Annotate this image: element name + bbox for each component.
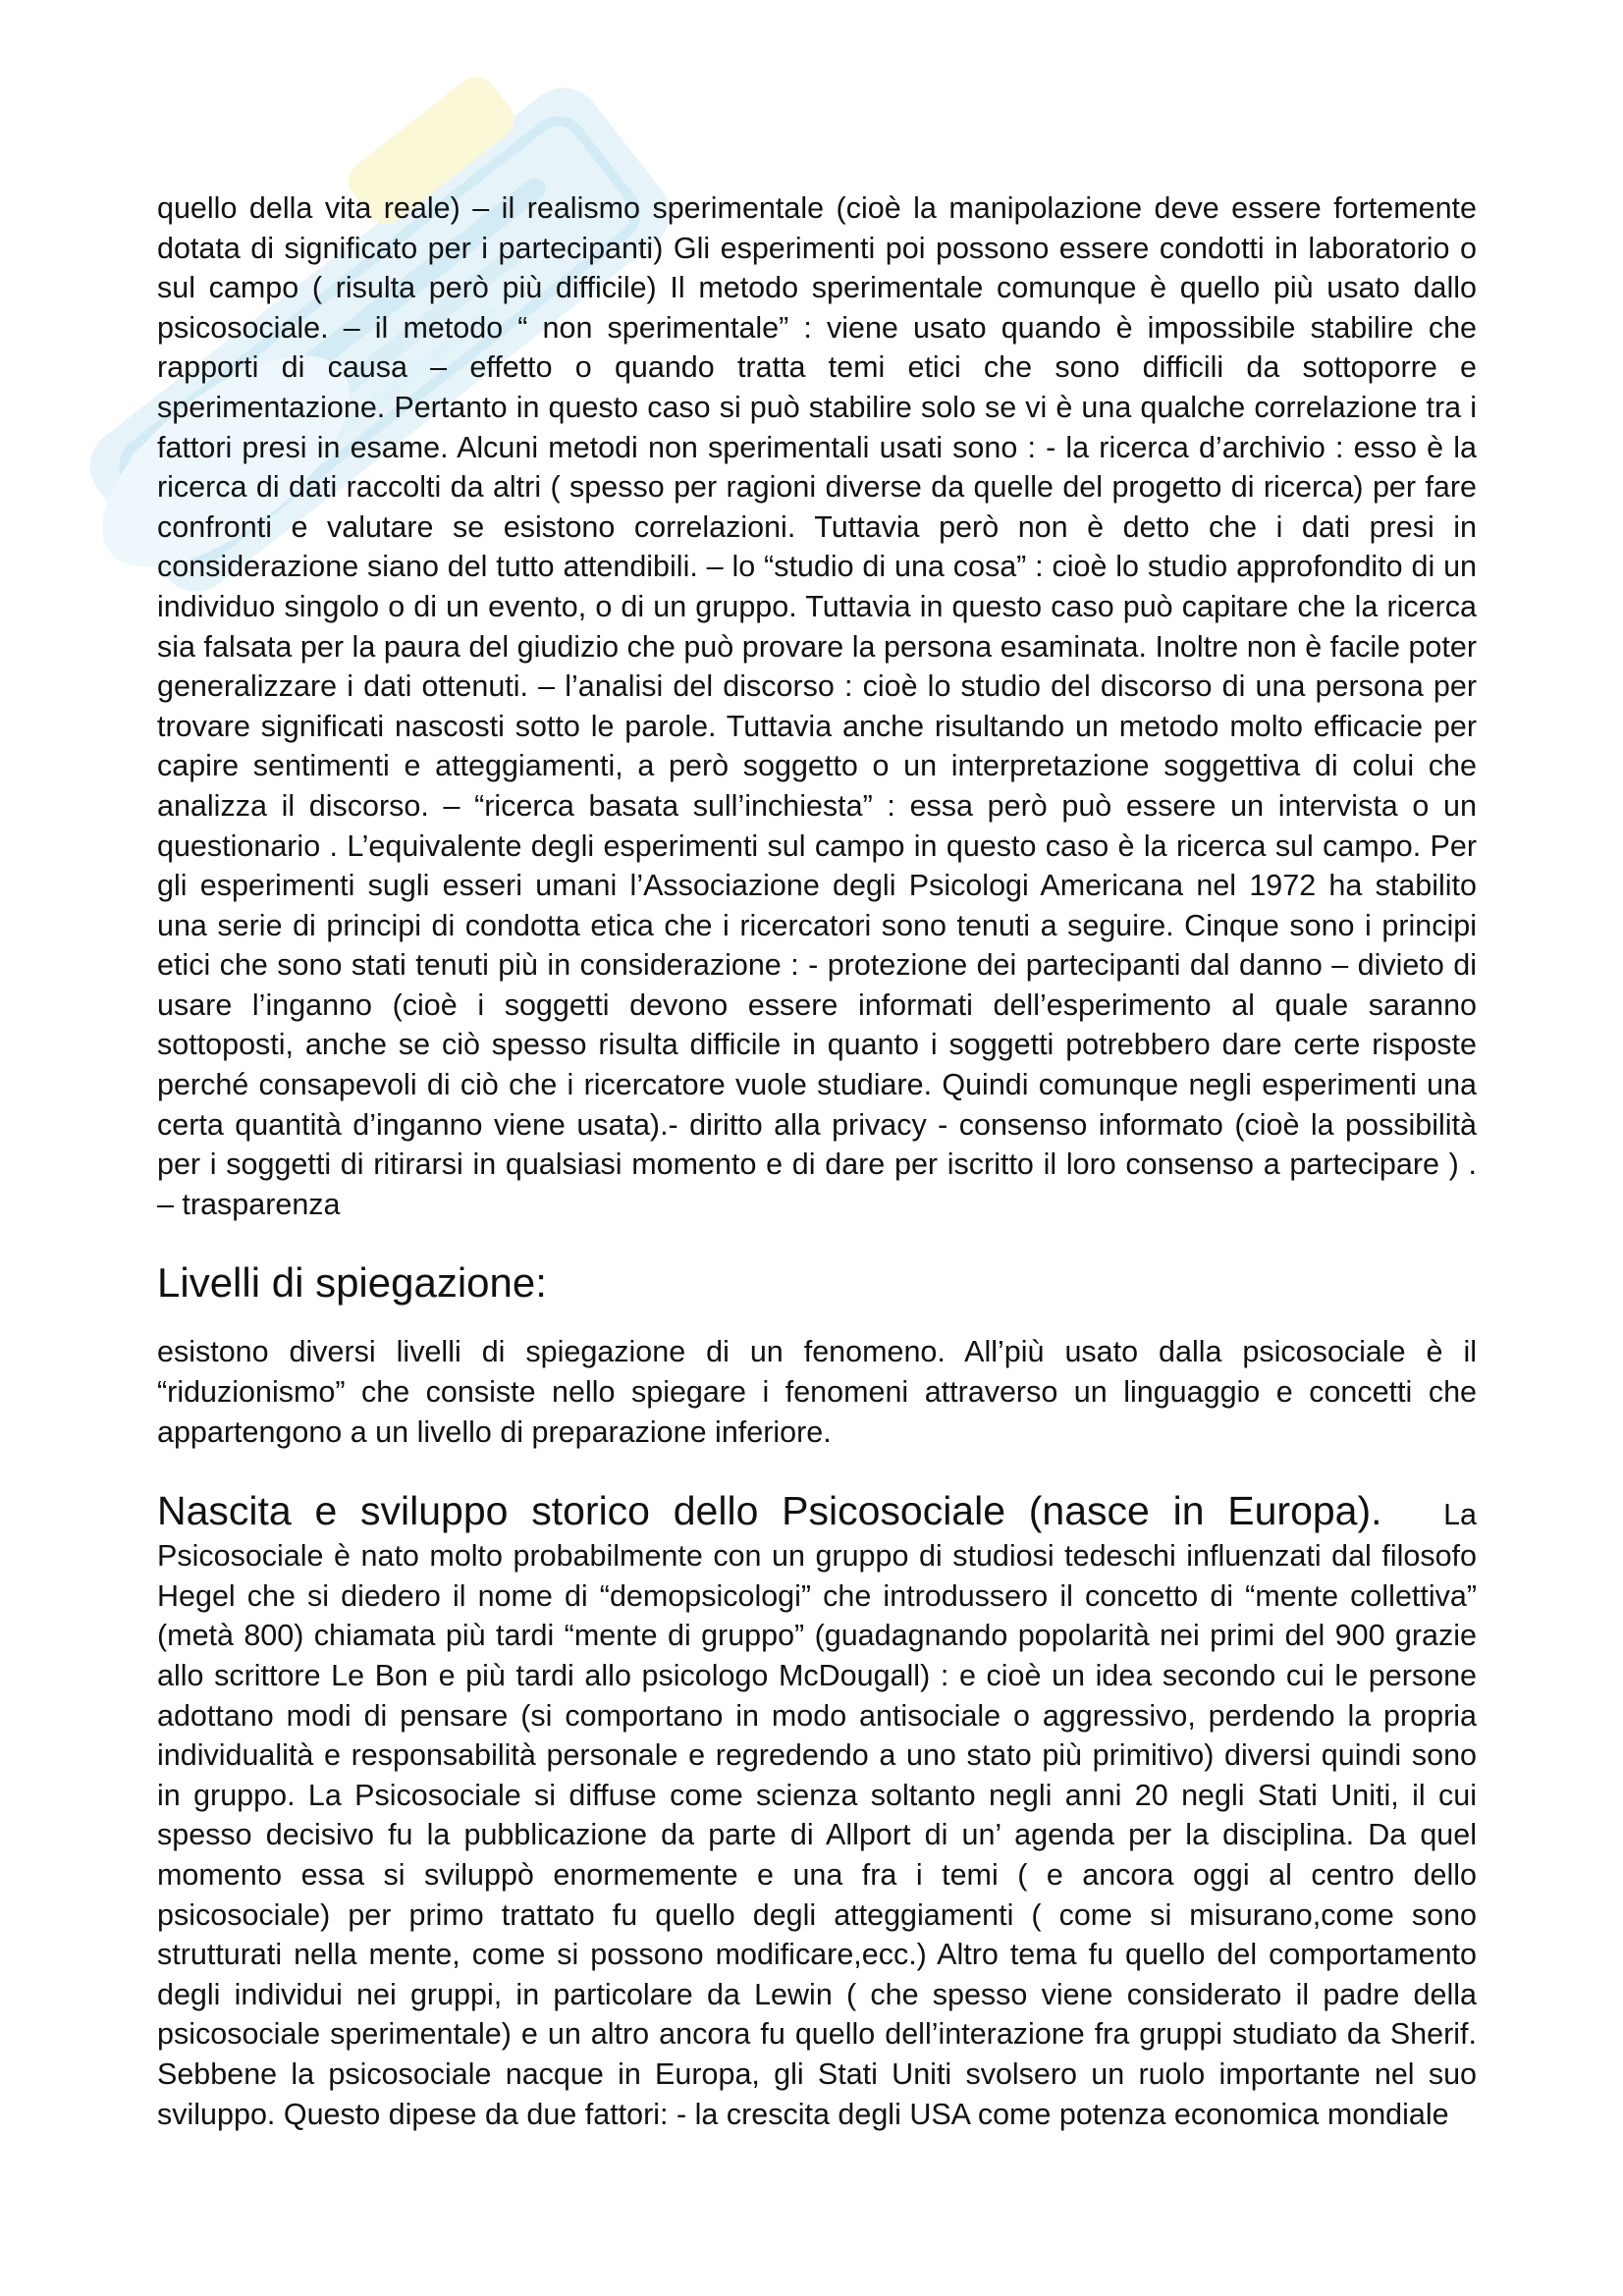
heading-nascita-sviluppo: Nascita e sviluppo storico dello Psicosociale (nasce in Europa). (157, 1488, 1382, 1534)
paragraph-levels-of-explanation: esistono diversi livelli di spiegazione di un fenomeno. All’più usato dalla psicosociale è il “riduzionismo” che consiste nello spiegare i fenomeni attraverso un linguaggio e concetti che appartengono a un livello di preparazione inferiore. (157, 1335, 1477, 1449)
paragraph-research-methods: quello della vita reale) – il realismo sperimentale (cioè la manipolazione deve essere fortemente dotata di significato per i partecipanti) Gli esperimenti poi possono essere condotti in laboratorio o sul campo ( risulta però più difficile) Il metodo sperimentale comunque è quello più usato dallo psicosociale. – il metodo “ non sperimentale” : viene usato quando è impossibile stabilire che rapporti di causa – effetto o quando tratta temi etici che sono difficili da sottoporre e sperimentazione. Pertanto in questo caso si può stabilire solo se vi è una qualche correlazione tra i fattori presi in esame. Alcuni metodi non sperimentali usati sono : - la ricerca d’archivio : esso è la ricerca di dati raccolti da altri ( spesso per ragioni diverse da quelle del progetto di ricerca) per fare confronti e valutare se esistono correlazioni. Tuttavia però non è detto che i dati presi in considerazione siano del tutto attendibili. – lo “studio di una cosa” : cioè lo studio approfondito di un individuo singolo o di un evento, o di un gruppo. Tuttavia in questo caso può capitare che la ricerca sia falsata per la paura del giudizio che può provare la persona esaminata. Inoltre non è facile poter generalizzare i dati ottenuti. – l’analisi del discorso : cioè lo studio del discorso di una persona per trovare significati nascosti sotto le parole. Tuttavia anche risultando un metodo molto efficacie per capire sentimenti e atteggiamenti, a però soggetto o un interpretazione soggettiva di colui che analizza il discorso. – “ricerca basata sull’inchiesta” : essa però può essere un intervista o un questionario . L’equivalente degli esperimenti sul campo in questo caso è la ricerca sul campo. Per gli esperimenti sugli esseri umani l’Associazione degli Psicologi Americana nel 1972 ha stabilito una serie di principi di condotta etica che i ricercatori sono tenuti a seguire. Cinque sono i principi etici che sono stati tenuti più in considerazione : - protezione dei partecipanti dal danno – divieto di usare l’inganno (cioè i soggetti devono essere informati dell’esperimento al quale saranno sottoposti, anche se ciò spesso risulta difficile in quanto i soggetti potrebbero dare certe risposte perché consapevoli di ciò che i ricercatore vuole studiare. Quindi comunque negli esperimenti una certa quantità d’inganno viene usata).- diritto alla privacy - consenso informato (cioè la possibilità per i soggetti di ritirarsi in qualsiasi momento e di dare per iscritto il loro consenso a partecipare ) . – trasparenza (157, 191, 1477, 1221)
paragraph-history-text: La Psicosociale è nato molto probabilmente con un gruppo di studiosi tedeschi influenzati dal filosofo Hegel che si diedero il nome di “demopsicologi” che introdussero il concetto di “mente collettiva” (metà 800) chiamata più tardi “mente di gruppo” (guadagnando popolarità nei primi del 900 grazie allo scrittore Le Bon e più tardi allo psicologo McDougall) : e cioè un idea secondo cui le persone adottano modi di pensare (si comportano in modo antisociale o aggressivo, perdendo la propria individualità e responsabilità personale e regredendo a uno stato più primitivo) diversi quindi sono in gruppo. La Psicosociale si diffuse come scienza soltanto negli anni 20 negli Stati Uniti, il cui spesso decisivo fu la pubblicazione da parte di Allport di un’ agenda per la disciplina. Da quel momento essa si sviluppò enormemente e una fra i temi ( e ancora oggi al centro dello psicosociale) per primo trattato fu quello degli atteggiamenti ( come si misurano,come sono strutturati nella mente, come si possono modificare,ecc.) Altro tema fu quello del comportamento degli individui nei gruppi, in particolare da Lewin ( che spesso viene considerato il padre della psicosociale sperimentale) e un altro ancora fu quello dell’interazione fra gruppi studiato da Sherif. Sebbene la psicosociale nacque in Europa, gli Stati Uniti svolsero un ruolo importante nel suo sviluppo. Questo dipese da due fattori: - la crescita degli USA come potenza economica mondiale (157, 1498, 1478, 2131)
document-body (157, 188, 1477, 2134)
paragraph-history-block (157, 1485, 1477, 2134)
heading-livelli-di-spiegazione: Livelli di spiegazione: (157, 1259, 547, 1307)
